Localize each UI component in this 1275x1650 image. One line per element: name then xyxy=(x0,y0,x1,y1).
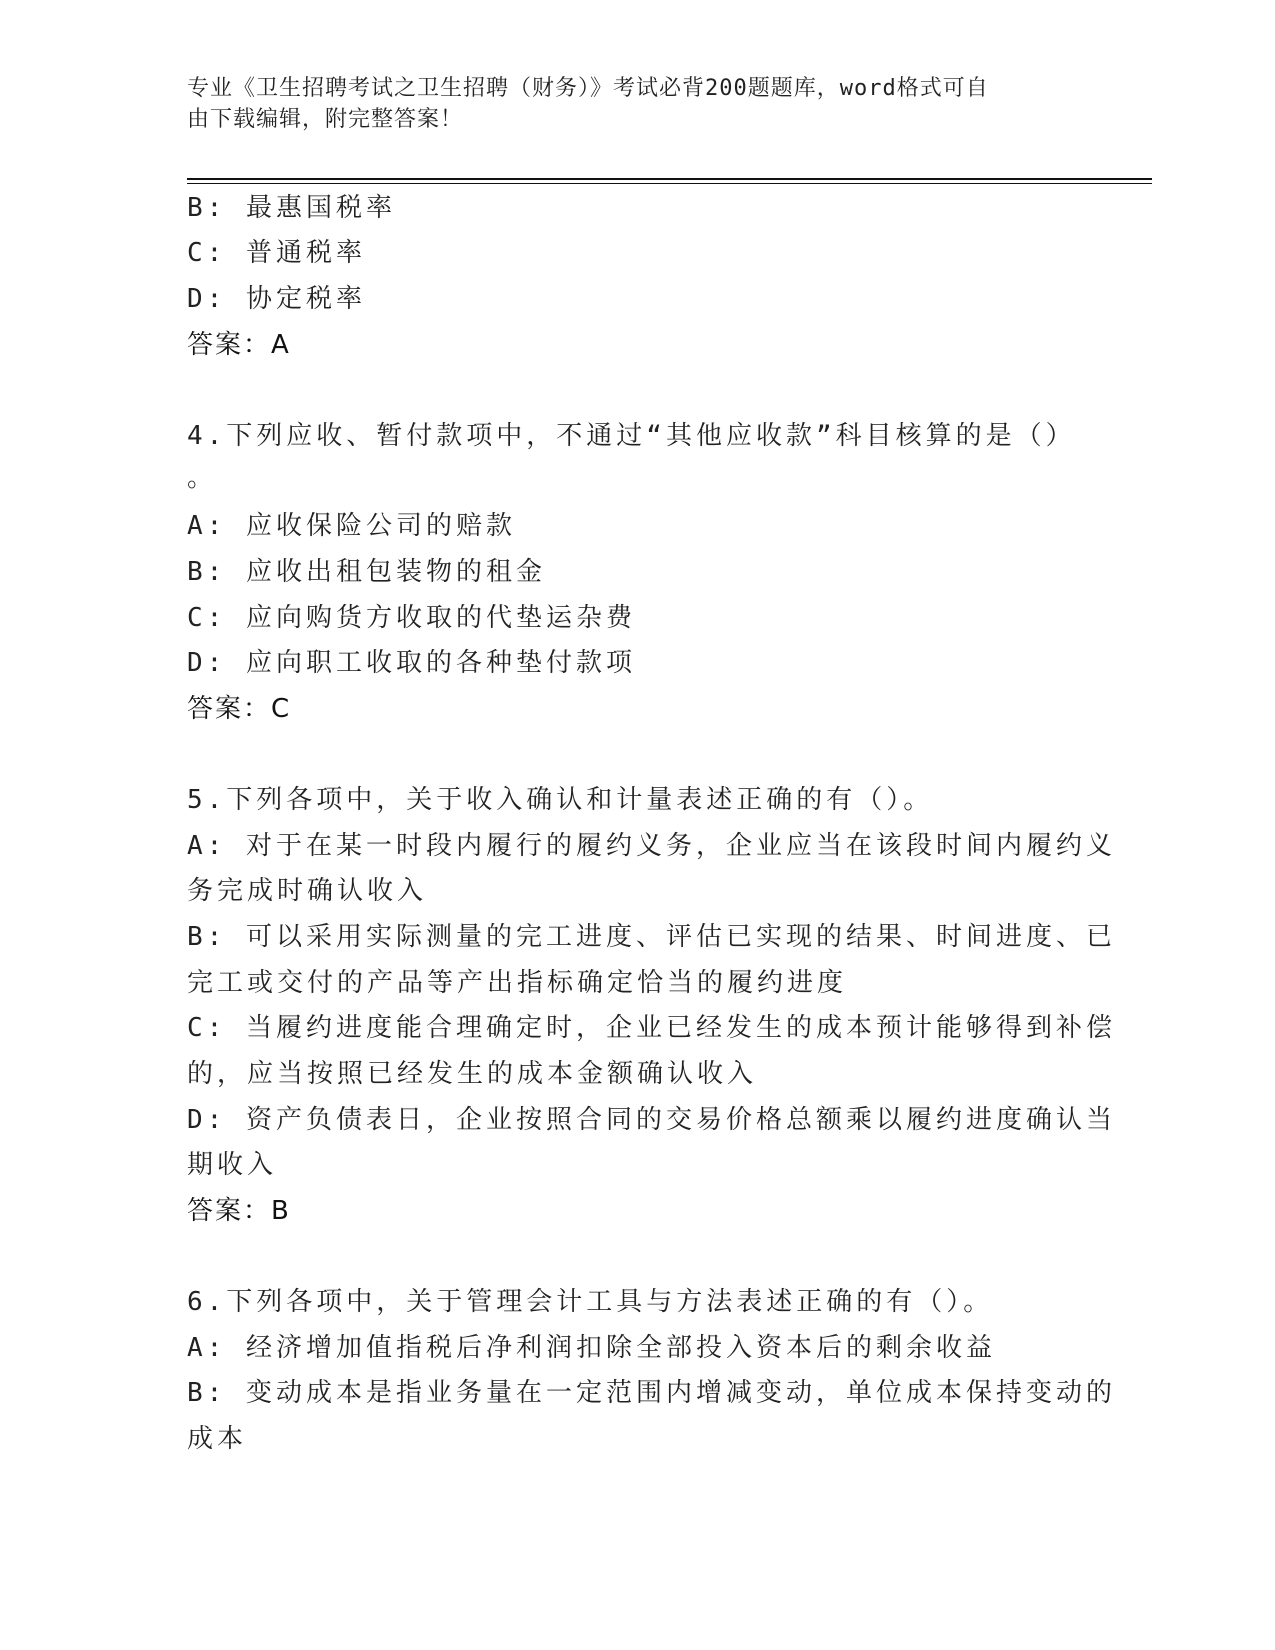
q5-answer: 答案：B xyxy=(187,1196,291,1226)
q4-stem-line-1: 4.下列应收、暂付款项中，不通过“其他应收款”科目核算的是（） xyxy=(187,421,1076,451)
q6-option-b-line-2: 成本 xyxy=(187,1424,248,1454)
header-rule-thick xyxy=(187,178,1152,180)
q5-option-a-line-1: A: 对于在某一时段内履行的履约义务，企业应当在该段时间内履约义 xyxy=(187,831,1116,861)
q5-option-b-line-2: 完工或交付的产品等产出指标确定恰当的履约进度 xyxy=(187,968,848,998)
q6-option-b-line-1: B: 变动成本是指业务量在一定范围内增减变动，单位成本保持变动的 xyxy=(187,1378,1116,1408)
header-rule-thin xyxy=(187,183,1152,184)
q5-option-d-line-2: 期收入 xyxy=(187,1150,278,1180)
q4-answer: 答案：C xyxy=(187,694,292,724)
q5-option-c-line-2: 的，应当按照已经发生的成本金额确认收入 xyxy=(187,1059,758,1089)
q3-option-d: D: 协定税率 xyxy=(187,284,366,314)
q5-stem: 5.下列各项中，关于收入确认和计量表述正确的有（）。 xyxy=(187,785,934,815)
q3-option-c: C: 普通税率 xyxy=(187,238,366,268)
header-title-line-2: 由下载编辑，附完整答案！ xyxy=(187,107,464,132)
q6-option-a: A: 经济增加值指税后净利润扣除全部投入资本后的剩余收益 xyxy=(187,1333,996,1363)
q5-option-b-line-1: B: 可以采用实际测量的完工进度、评估已实现的结果、时间进度、已 xyxy=(187,922,1116,952)
q3-option-b: B: 最惠国税率 xyxy=(187,193,396,223)
q3-answer: 答案：A xyxy=(187,330,291,360)
q4-option-c: C: 应向购货方收取的代垫运杂费 xyxy=(187,603,636,633)
q4-option-a: A: 应收保险公司的赔款 xyxy=(187,511,516,541)
q4-option-b: B: 应收出租包装物的租金 xyxy=(187,557,546,587)
page-header xyxy=(187,73,1067,135)
q5-option-d-line-1: D: 资产负债表日，企业按照合同的交易价格总额乘以履约进度确认当 xyxy=(187,1105,1116,1135)
q5-option-c-line-1: C: 当履约进度能合理确定时，企业已经发生的成本预计能够得到补偿 xyxy=(187,1013,1116,1043)
header-title-line-1: 专业《卫生招聘考试之卫生招聘（财务）》考试必背200题题库，word格式可自 xyxy=(187,76,989,101)
q5-option-a-line-2: 务完成时确认收入 xyxy=(187,876,428,906)
q4-option-d: D: 应向职工收取的各种垫付款项 xyxy=(187,648,636,678)
q4-stem-line-2: 。 xyxy=(187,463,218,493)
q6-stem: 6.下列各项中，关于管理会计工具与方法表述正确的有（）。 xyxy=(187,1287,994,1317)
